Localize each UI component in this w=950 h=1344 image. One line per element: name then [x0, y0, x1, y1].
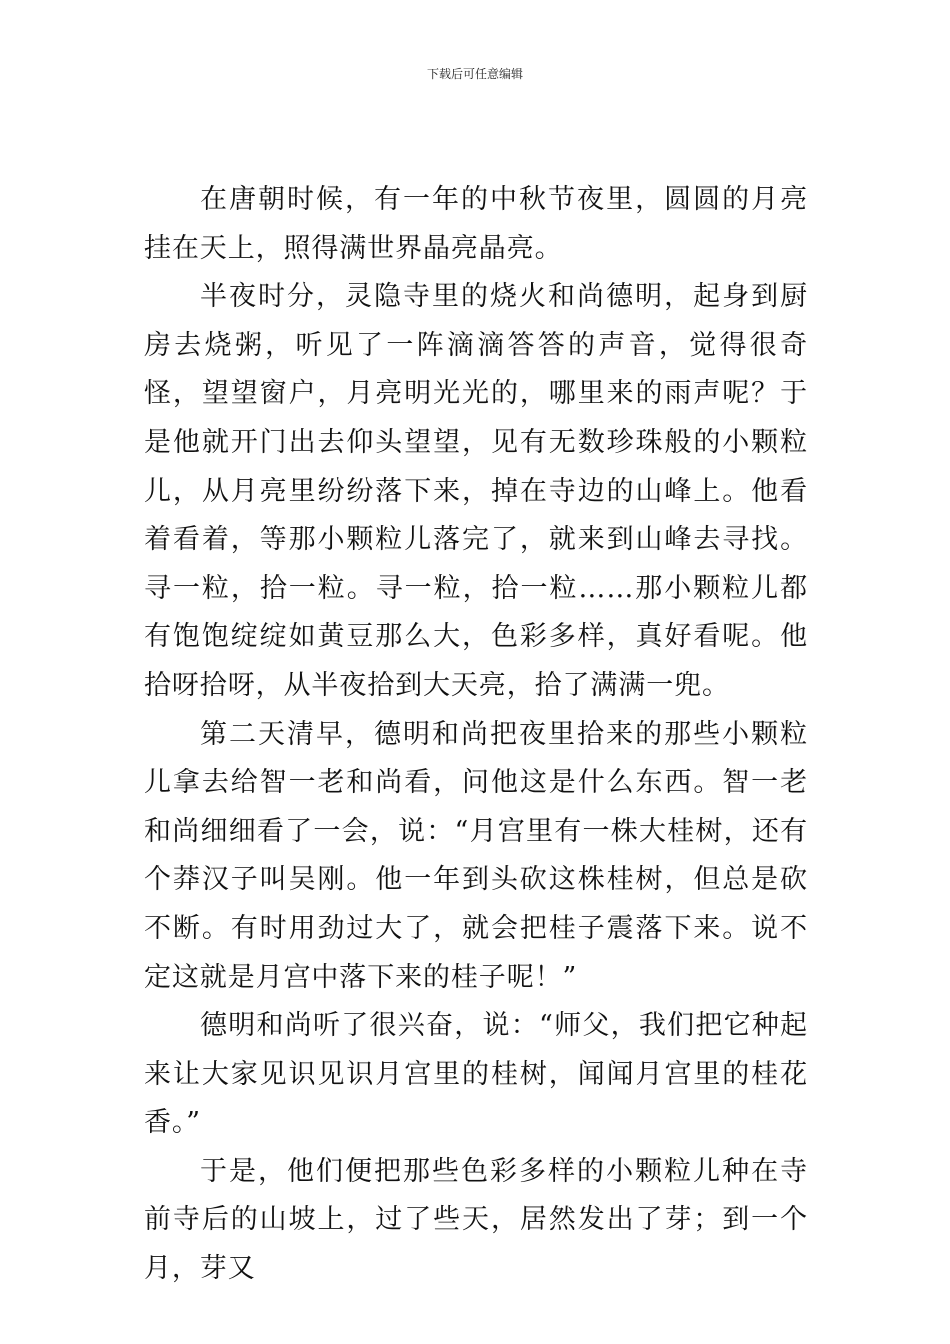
paragraph: 第二天清早，德明和尚把夜里拾来的那些小颗粒儿拿去给智一老和尚看，问他这是什么东西。智一老和尚细细看了一会，说：“月宫里有一株大桂树，还有个莽汉子叫吴刚。他一年到头砍这株桂树，但总是砍不断。有时用劲过大了，就会把桂子震落下来。说不定这就是月宫中落下来的桂子呢！”: [144, 718, 808, 993]
paragraph: 于是，他们便把那些色彩多样的小颗粒儿种在寺前寺后的山坡上，过了些天，居然发出了芽；到一个月，芽又: [144, 1155, 808, 1285]
paragraph: 在唐朝时候，有一年的中秋节夜里，圆圆的月亮挂在天上，照得满世界晶亮晶亮。: [144, 184, 808, 264]
paragraph: 半夜时分，灵隐寺里的烧火和尚德明，起身到厨房去烧粥，听见了一阵滴滴答答的声音，觉得很奇怪，望望窗户，月亮明光光的，哪里来的雨声呢？于是他就开门出去仰头望望，见有无数珍珠般的小颗粒儿，从月亮里纷纷落下来，掉在寺边的山峰上。他看着看着，等那小颗粒儿落完了，就来到山峰去寻找。寻一粒，拾一粒。寻一粒，拾一粒……那小颗粒儿都有饱饱绽绽如黄豆那么大，色彩多样，真好看呢。他拾呀拾呀，从半夜拾到大天亮，拾了满满一兜。: [144, 281, 808, 701]
document-body: [144, 176, 808, 1294]
page-header: 下载后可任意编辑: [426, 67, 523, 81]
paragraph: 德明和尚听了很兴奋，说：“师父，我们把它种起来让大家见识见识月宫里的桂树，闻闻月宫里的桂花香。”: [144, 1010, 808, 1139]
